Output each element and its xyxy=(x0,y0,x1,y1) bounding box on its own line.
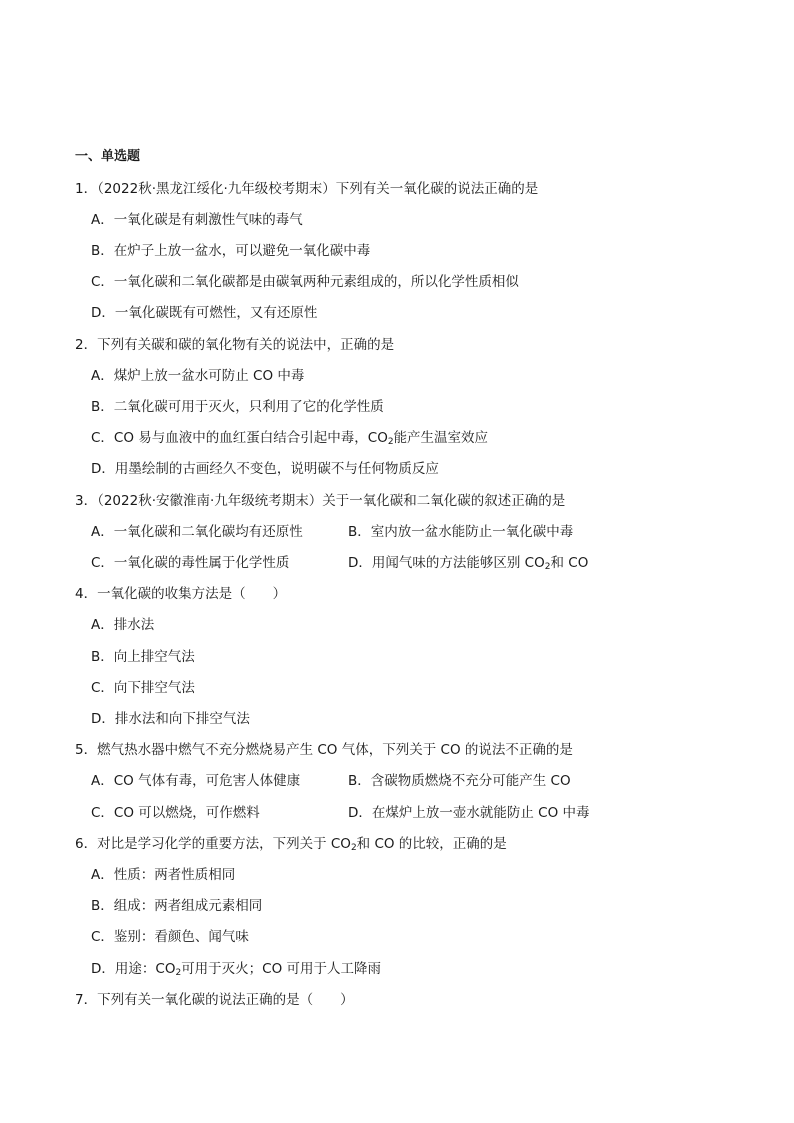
question-6-stem-text-1: 6．对比是学习化学的重要方法，下列关于 CO xyxy=(75,836,351,852)
question-2-stem: 2．下列有关碳和碳的氧化物有关的说法中，正确的是 xyxy=(75,337,395,353)
question-3-option-b: B．室内放一盆水能防止一氧化碳中毒 xyxy=(348,524,574,540)
question-3-option-d-text-2: 和 CO xyxy=(550,555,589,571)
question-5-stem: 5．燃气热水器中燃气不充分燃烧易产生 CO 气体，下列关于 CO 的说法不正确的是 xyxy=(75,742,573,758)
question-2-option-c-text-1: C．CO 易与血液中的血红蛋白结合引起中毒，CO xyxy=(91,430,388,446)
question-6-stem-subscript: 2 xyxy=(350,843,357,853)
question-3-option-d xyxy=(348,551,588,572)
question-5-option-c: C．CO 可以燃烧，可作燃料 xyxy=(91,805,260,821)
question-2-option-a: A．煤炉上放一盆水可防止 CO 中毒 xyxy=(91,368,305,384)
question-3-stem: 3．（2022秋·安徽淮南·九年级统考期末）关于一氧化碳和二氧化碳的叙述正确的是 xyxy=(75,493,566,509)
question-1-option-c: C．一氧化碳和二氧化碳都是由碳氧两种元素组成的，所以化学性质相似 xyxy=(91,274,519,290)
question-1-option-d: D．一氧化碳既有可燃性，又有还原性 xyxy=(91,305,318,321)
question-6-option-b: B．组成：两者组成元素相同 xyxy=(91,898,263,914)
question-1-option-a: A．一氧化碳是有刺激性气味的毒气 xyxy=(91,212,303,228)
question-4-option-a: A．排水法 xyxy=(91,617,155,633)
section-title: 一、单选题 xyxy=(75,149,141,164)
question-2-option-b: B．二氧化碳可用于灭火，只利用了它的化学性质 xyxy=(91,399,384,415)
question-4-option-c: C．向下排空气法 xyxy=(91,680,195,696)
question-3-option-d-text-1: D．用闻气味的方法能够区别 CO xyxy=(348,555,545,571)
question-4-option-d: D．排水法和向下排空气法 xyxy=(91,711,250,727)
question-6-option-c: C．鉴别：看颜色、闻气味 xyxy=(91,929,249,945)
question-3-option-c: C．一氧化碳的毒性属于化学性质 xyxy=(91,555,290,571)
question-6-stem-text-2: 和 CO 的比较，正确的是 xyxy=(356,836,507,852)
question-1-stem: 1．（2022秋·黑龙江绥化·九年级校考期末）下列有关一氧化碳的说法正确的是 xyxy=(75,181,539,197)
question-1-option-b: B．在炉子上放一盆水，可以避免一氧化碳中毒 xyxy=(91,243,371,259)
question-6-option-d-subscript: 2 xyxy=(175,968,182,978)
question-5-option-a: A．CO 气体有毒，可危害人体健康 xyxy=(91,773,301,789)
question-6-option-d-text-2: 可用于灭火；CO 可用于人工降雨 xyxy=(181,961,382,977)
question-4-stem: 4．一氧化碳的收集方法是（ ） xyxy=(75,586,287,602)
question-5-option-d: D．在煤炉上放一壶水就能防止 CO 中毒 xyxy=(348,805,590,821)
question-4-option-b: B．向上排空气法 xyxy=(91,649,195,665)
question-5-option-b: B．含碳物质燃烧不充分可能产生 CO xyxy=(348,773,571,789)
question-3-option-d-subscript: 2 xyxy=(544,562,551,572)
question-6-option-d-text-1: D．用途：CO xyxy=(91,961,176,977)
question-2-option-d: D．用墨绘制的古画经久不变色，说明碳不与任何物质反应 xyxy=(91,461,439,477)
question-3-option-a: A．一氧化碳和二氧化碳均有还原性 xyxy=(91,524,303,540)
question-2-option-c-text-2: 能产生温室效应 xyxy=(393,430,489,446)
question-2-option-c-subscript: 2 xyxy=(387,437,394,447)
question-6-option-d xyxy=(91,957,381,978)
question-6-stem xyxy=(75,832,507,853)
question-2-option-c xyxy=(91,426,488,447)
question-7-stem: 7．下列有关一氧化碳的说法正确的是（ ） xyxy=(75,992,354,1008)
question-6-option-a: A．性质：两者性质相同 xyxy=(91,867,236,883)
